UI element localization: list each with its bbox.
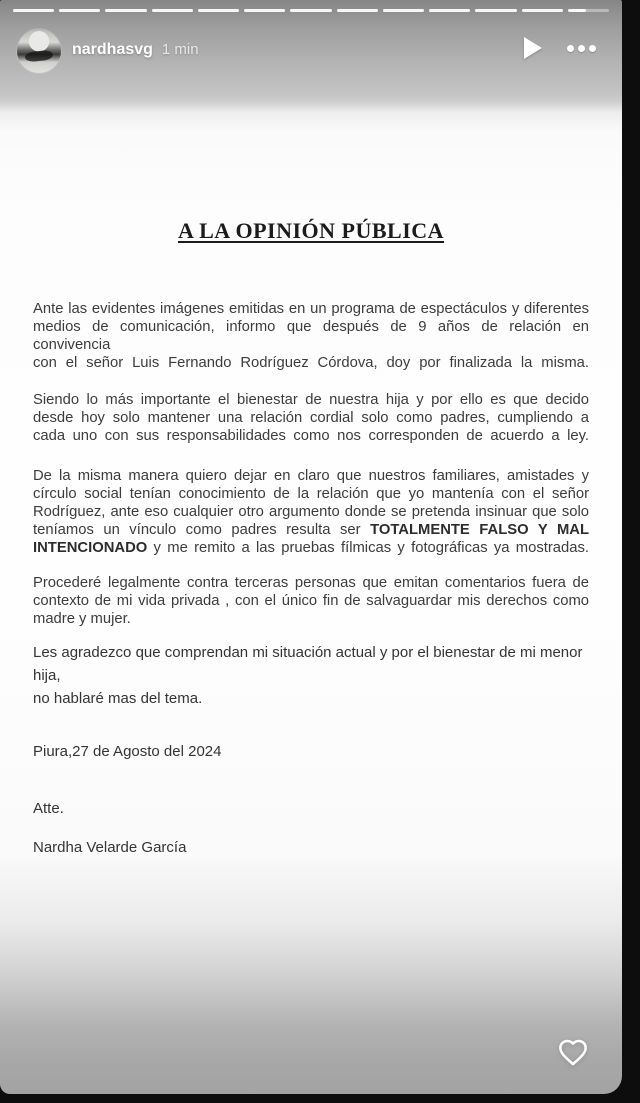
salutation: Atte.	[33, 800, 64, 817]
document-line: Siendo lo más importante el bienestar de nuestra hija y por ello es que decido	[33, 392, 589, 408]
paragraph-4	[33, 574, 589, 628]
signature: Nardha Velarde García	[33, 839, 187, 856]
document-line: Procederé legalmente contra terceras personas que emitan comentarios fuera de	[33, 575, 589, 591]
document-line: medios de comunicación, informo que después de 9 años de relación en convivencia	[33, 319, 589, 353]
document-line: De la misma manera quiero dejar en claro que nuestros familiares, amistades y	[33, 468, 589, 484]
document-line: madre y mujer.	[33, 611, 131, 627]
document-line: desde hoy solo mantener una relación cordial solo como padres, cumpliendo a	[33, 410, 589, 426]
paragraph-5	[33, 641, 589, 710]
username[interactable]: nardhasvg	[72, 41, 153, 58]
story-timestamp: 1 min	[161, 41, 199, 58]
document-closing	[33, 740, 589, 859]
paragraph-3	[33, 467, 589, 557]
paragraph-1	[33, 300, 589, 372]
document-line: teníamos un vínculo como padres resulta ser TOTALMENTE FALSO Y MAL	[33, 522, 589, 538]
document-line: INTENCIONADO y me remito a las pruebas fílmicas y fotográficas ya mostradas.	[33, 540, 589, 556]
document-line: Ante las evidentes imágenes emitidas en un programa de espectáculos y diferentes	[33, 301, 589, 317]
document-line: cada uno con sus responsabilidades como nos corresponden de acuerdo a ley.	[33, 428, 589, 444]
document-body	[33, 300, 589, 710]
date-line: Piura,27 de Agosto del 2024	[33, 743, 222, 760]
document-line: no hablaré mas del tema.	[33, 690, 203, 707]
document-line: Rodríguez, ante eso cualquier otro argumento donde se pretenda insinuar que solo	[33, 504, 589, 520]
document-line: con el señor Luis Fernando Rodríguez Córdova, doy por finalizada la misma.	[33, 355, 589, 371]
document-line: contexto de mi vida privada , con el único fin de salvaguardar mis derechos como	[33, 593, 589, 609]
document-line: círculo social tenían conocimiento de la relación que yo mantenía con el señor	[33, 486, 589, 502]
heart-outline-icon[interactable]	[557, 1037, 589, 1067]
paragraph-2	[33, 391, 589, 445]
document-title: A LA OPINIÓN PÚBLICA	[177, 218, 445, 243]
document-line: Les agradezco que comprendan mi situación actual y por el bienestar de mi menor hija,	[33, 644, 583, 684]
document	[33, 0, 589, 859]
